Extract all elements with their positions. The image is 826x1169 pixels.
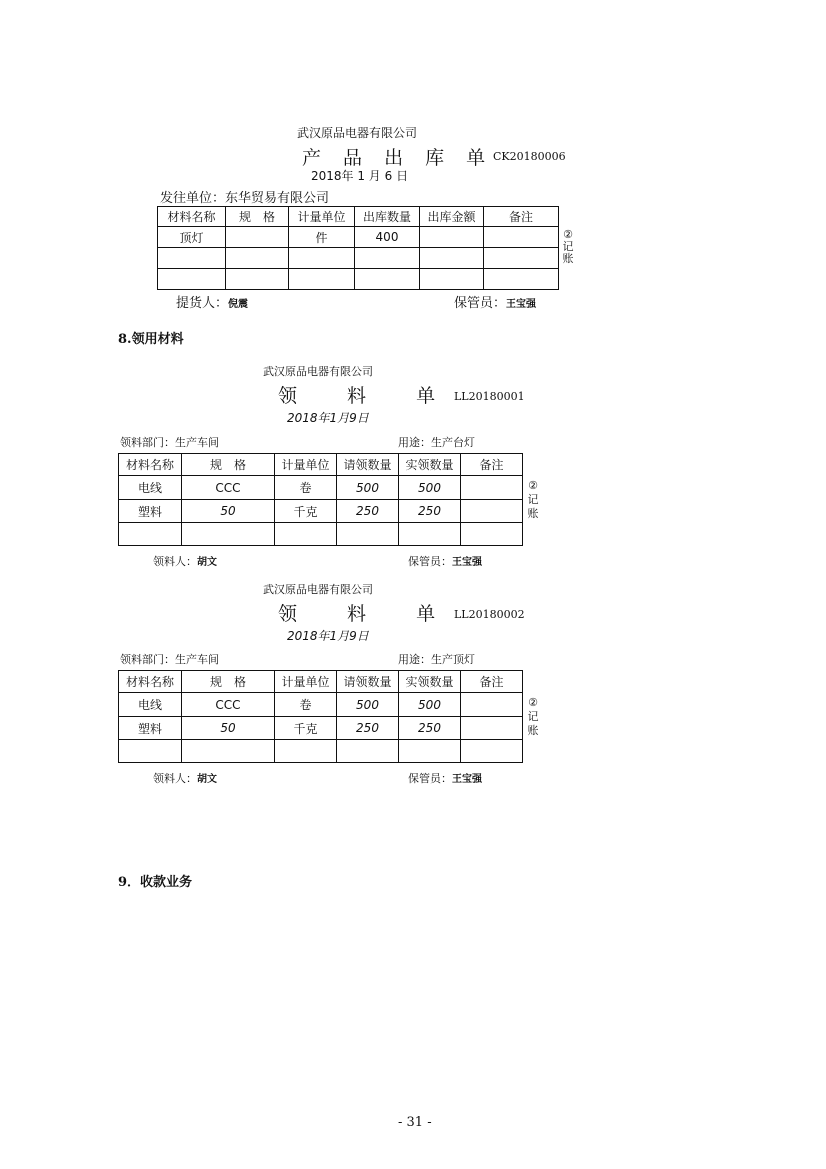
form1-date: 2018年 1 月 6 日 [311, 169, 409, 183]
table-cell [399, 740, 461, 763]
table-cell: 50 [182, 717, 275, 740]
form3-title: 领 料 单 [278, 603, 458, 625]
table-cell: 500 [399, 693, 461, 717]
table-cell [158, 269, 226, 290]
table-cell: 250 [337, 717, 399, 740]
form1-keeper [454, 292, 536, 311]
form2-keeper [408, 553, 482, 569]
keeper-signature: 王宝强 [452, 774, 482, 785]
form3-purpose: 用途：生产顶灯 [398, 653, 475, 666]
keeper-signature: 王宝强 [452, 557, 482, 568]
table-cell [461, 717, 523, 740]
form1-title: 产 品 出 库 单 [302, 147, 494, 169]
form3-doc-no: LL20180002 [454, 608, 525, 621]
form3-side-note: ② 记 账 [527, 696, 539, 737]
table-cell [420, 269, 484, 290]
form3-date: 2018年1月9日 [287, 629, 369, 643]
receiver-label: 领料人： [153, 772, 197, 785]
table-cell [119, 740, 182, 763]
header-cell: 实领数量 [399, 454, 461, 476]
section-9-heading: 9．收款业务 [118, 875, 193, 890]
table-cell: CCC [182, 476, 275, 500]
table-cell [226, 248, 289, 269]
table-cell [158, 248, 226, 269]
form1-table [157, 206, 559, 290]
table-cell: 卷 [275, 693, 337, 717]
table-row [158, 248, 559, 269]
keeper-label: 保管员： [408, 772, 452, 785]
table-cell [355, 269, 420, 290]
form3-receiver [153, 770, 217, 786]
table-cell [355, 248, 420, 269]
header-cell: 材料名称 [119, 671, 182, 693]
table-row [119, 693, 523, 717]
receiver-label: 领料人： [153, 555, 197, 568]
table-cell [484, 227, 559, 248]
table-cell [337, 523, 399, 546]
form1-doc-no: CK20180006 [493, 150, 566, 163]
page-number: - 31 - [398, 1115, 432, 1130]
table-cell: 千克 [275, 717, 337, 740]
form2-side-note: ② 记 账 [527, 479, 539, 520]
table-cell: 顶灯 [158, 227, 226, 248]
header-cell: 请领数量 [337, 454, 399, 476]
header-cell: 规 格 [226, 207, 289, 227]
table-cell [119, 523, 182, 546]
table-cell [420, 248, 484, 269]
table-cell: 塑料 [119, 717, 182, 740]
table-cell [289, 248, 355, 269]
table-row [119, 476, 523, 500]
header-cell: 计量单位 [289, 207, 355, 227]
keeper-label: 保管员： [408, 555, 452, 568]
table-cell: 250 [399, 717, 461, 740]
header-cell: 规 格 [182, 454, 275, 476]
table-row [119, 740, 523, 763]
receiver-signature: 胡文 [197, 774, 217, 785]
keeper-signature: 王宝强 [506, 299, 537, 310]
table-cell [337, 740, 399, 763]
table-cell [461, 476, 523, 500]
form3-company: 武汉原品电器有限公司 [263, 583, 373, 596]
section-8-heading: 8.领用材料 [118, 332, 184, 347]
table-cell: 电线 [119, 693, 182, 717]
header-cell: 计量单位 [275, 671, 337, 693]
form3-keeper [408, 770, 482, 786]
picker-signature: 倪震 [228, 299, 249, 310]
table-cell [461, 740, 523, 763]
table-cell [461, 523, 523, 546]
table-cell [289, 269, 355, 290]
table-cell: 400 [355, 227, 420, 248]
table-cell: 500 [337, 693, 399, 717]
table-row [158, 227, 559, 248]
header-cell: 出库数量 [355, 207, 420, 227]
table-row [119, 523, 523, 546]
header-cell: 实领数量 [399, 671, 461, 693]
table-cell: 电线 [119, 476, 182, 500]
table-row [119, 717, 523, 740]
table-cell: 500 [399, 476, 461, 500]
keeper-label: 保管员： [454, 296, 507, 311]
table-cell: 250 [399, 500, 461, 523]
form2-dept: 领料部门：生产车间 [120, 436, 219, 449]
table-cell [275, 740, 337, 763]
table-cell: 千克 [275, 500, 337, 523]
table-cell [182, 740, 275, 763]
form3-table [118, 670, 523, 763]
table-cell [461, 500, 523, 523]
header-cell: 请领数量 [337, 671, 399, 693]
table-cell [420, 227, 484, 248]
form2-table [118, 453, 523, 546]
form2-purpose: 用途：生产台灯 [398, 436, 475, 449]
form1-company: 武汉原品电器有限公司 [297, 126, 418, 140]
form2-date: 2018年1月9日 [287, 411, 369, 425]
table-row [119, 500, 523, 523]
table-cell [275, 523, 337, 546]
header-cell: 材料名称 [119, 454, 182, 476]
form2-company: 武汉原品电器有限公司 [263, 365, 373, 378]
header-cell: 备注 [484, 207, 559, 227]
table-cell [461, 693, 523, 717]
table-cell [484, 269, 559, 290]
form1-picker [176, 292, 248, 311]
table-row [158, 269, 559, 290]
table-cell [226, 227, 289, 248]
table-cell: 250 [337, 500, 399, 523]
table-cell: 50 [182, 500, 275, 523]
form1-recipient: 发往单位：东华贸易有限公司 [160, 191, 330, 206]
form2-doc-no: LL20180001 [454, 390, 525, 403]
table-cell: 件 [289, 227, 355, 248]
receiver-signature: 胡文 [197, 557, 217, 568]
header-cell: 材料名称 [158, 207, 226, 227]
form2-receiver [153, 553, 217, 569]
header-cell: 备注 [461, 454, 523, 476]
header-cell: 计量单位 [275, 454, 337, 476]
table-cell: 塑料 [119, 500, 182, 523]
header-cell: 规 格 [182, 671, 275, 693]
table-cell [226, 269, 289, 290]
form1-side-note: ② 记 账 [562, 228, 574, 265]
table-cell: 500 [337, 476, 399, 500]
picker-label: 提货人： [176, 296, 229, 311]
header-cell: 出库金额 [420, 207, 484, 227]
table-cell [399, 523, 461, 546]
table-cell: 卷 [275, 476, 337, 500]
table-cell [484, 248, 559, 269]
table-cell [182, 523, 275, 546]
header-cell: 备注 [461, 671, 523, 693]
form3-dept: 领料部门：生产车间 [120, 653, 219, 666]
form2-title: 领 料 单 [278, 385, 458, 407]
table-cell: CCC [182, 693, 275, 717]
